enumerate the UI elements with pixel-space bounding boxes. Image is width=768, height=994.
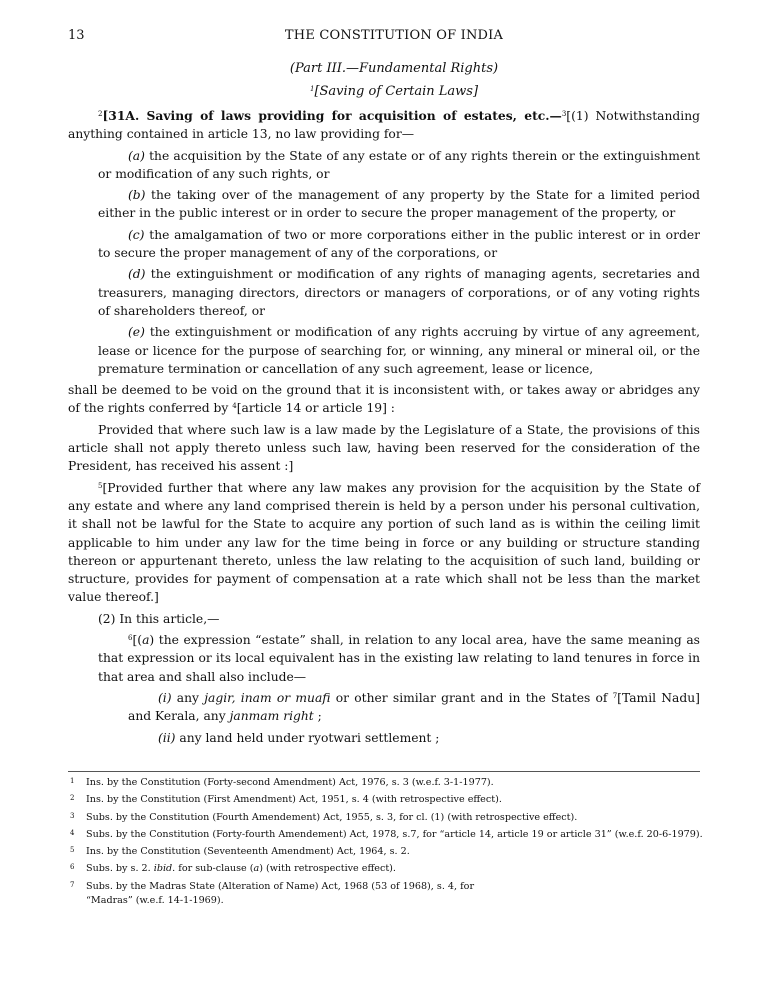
clause-text: the extinguishment or modification of any rights of managing agents, secretaries and treasurers, managing directors, directors or managers of corporations, or of any voting rights of shareholders thereof, or xyxy=(98,267,700,318)
footnote xyxy=(68,776,708,790)
sub-label: (ii) xyxy=(158,730,176,745)
sub-label: (i) xyxy=(158,690,172,705)
clause-c xyxy=(68,226,700,263)
sub-text: any xyxy=(171,690,205,705)
sub-text: [Tamil Nadu] and Kerala, any xyxy=(128,690,700,724)
clause-text: the amalgamation of two or more corporations either in the public interest or in order to secure the proper management of any of the corporations, or xyxy=(98,227,700,261)
footnote-text: Ins. by the Constitution (First Amendment) Act, 1951, s. 4 (with retrospective effect). xyxy=(86,794,502,806)
footnote-italic: ibid. xyxy=(153,863,176,875)
intro-text: [(1) Notwithstanding anything contained in article 13, no law providing for— xyxy=(68,109,700,142)
footnote-ref: 3 xyxy=(561,110,567,118)
sub-text: or other similar grant and in the States of xyxy=(330,690,613,705)
footnote-mark: 7 xyxy=(70,880,75,889)
def-text: ) the expression “estate” shall, in relation to any local area, have the same meaning as that expression or its local equivalent has in the existing law relating to land tenures in force in that area and shall also include— xyxy=(98,633,700,684)
clause-d xyxy=(68,265,700,320)
clause-text: the taking over of the management of any property by the State for a limited period either in the public interest or in order to secure the proper management of the property, or xyxy=(98,188,700,221)
clause-label: (d) xyxy=(128,267,146,282)
clause-b xyxy=(68,186,700,223)
footnote-text: Subs. by the Madras State (Alteration of Name) Act, 1968 (53 of 1968), s. 4, for xyxy=(86,880,475,892)
clause-2: (2) In this article,— xyxy=(98,611,220,626)
footnote-mark: 5 xyxy=(70,846,75,855)
clause-label: (c) xyxy=(128,227,145,242)
footnote-mark: 4 xyxy=(70,828,75,837)
clause-label: (b) xyxy=(128,188,146,203)
footnote-text: Subs. by s. 2. xyxy=(86,863,154,875)
footnote-text: Ins. by the Constitution (Forty-second Amendment) Act, 1976, s. 3 (w.e.f. 3-1-1977). xyxy=(86,777,494,788)
def-open: [( xyxy=(132,633,143,648)
footnote xyxy=(68,828,708,842)
clause-text: the acquisition by the State of any estate or of any rights therein or the extinguishment or modification of any such rights, or xyxy=(98,148,700,181)
footnote-ref: 2 xyxy=(98,110,103,118)
clause-label: (e) xyxy=(128,325,145,340)
conclusion-text: shall be deemed to be void on the ground that it is inconsistent with, or takes away or abridges any of the rights conferred by xyxy=(68,383,700,416)
footnote-text: ) (with retrospective effect). xyxy=(259,863,396,875)
section-heading xyxy=(0,84,768,99)
footnote-ref: 5 xyxy=(98,481,103,490)
sub-italic: jagir, inam or muafi xyxy=(204,690,331,705)
proviso-2-text: [Provided further that where any law makes any provision for the acquisition by the State of any estate and where any land comprised therein is held by a person under his personal cultivation, it shall not be lawful for the State to acquire any portion of such land as is within the ceiling limit applicable to him under any law for the time being in force or any building or structure standing thereon or appurtenant thereto, unless the law relating to the acquisition of such land, building or structure, provides for payment of compensation at a rate which shall not be less than the market value thereof.] xyxy=(68,480,700,605)
footnote-text-cont: “Madras” (w.e.f. 14-1-1969). xyxy=(86,895,224,907)
footnote-mark: 2 xyxy=(70,794,75,803)
footnote xyxy=(68,880,708,909)
footnote xyxy=(68,811,708,825)
footnotes xyxy=(68,776,708,911)
footnote-text: Ins. by the Constitution (Seventeenth Amendment) Act, 1964, s. 2. xyxy=(86,846,410,858)
footnote-ref: 4 xyxy=(232,402,237,411)
footnote-mark: 3 xyxy=(70,811,75,820)
footnote-mark: 6 xyxy=(70,863,75,872)
clause-label: (a) xyxy=(128,148,145,163)
footnote-divider xyxy=(68,771,700,772)
article-heading: [31A. Saving of laws providing for acquisition of estates, etc.— xyxy=(102,108,562,123)
conclusion xyxy=(68,381,700,418)
def-label: a xyxy=(142,633,150,648)
footnote-ref: 6 xyxy=(128,634,133,643)
proviso-1: Provided that where such law is a law made by the Legislature of a State, the provisions of this article shall not apply thereto unless such law, having been reserved for the consideration of the President, has received his assent :] xyxy=(68,422,700,474)
footnote-italic: a xyxy=(253,863,260,875)
article-body xyxy=(68,107,700,750)
clause-e xyxy=(68,323,700,378)
footnote-text: Subs. by the Constitution (Forty-fourth Amendement) Act, 1978, s.7, for “article 14, article 19 or article 31” (w.e.f. 20-6-1979). xyxy=(86,828,703,840)
footnote xyxy=(68,793,708,807)
clause-text: the extinguishment or modification of any rights accruing by virtue of any agreement, lease or licence for the purpose of searching for, or winning, any mineral or mineral oil, or the premature termination or cancellation of any such agreement, lease or licence, xyxy=(98,325,700,376)
sub-italic: janmam right xyxy=(229,709,314,724)
sub-text: any land held under ryotwari settlement ; xyxy=(175,730,440,745)
saving-heading-text: [Saving of Certain Laws] xyxy=(314,84,479,99)
conclusion-text-end: [article 14 or article 19] : xyxy=(236,401,395,416)
footnote-mark: 1 xyxy=(70,777,75,785)
definition-a xyxy=(68,631,700,686)
page-number: 13 xyxy=(68,28,85,43)
footnote-ref: 1 xyxy=(309,85,315,93)
proviso-2 xyxy=(68,479,700,607)
footnote xyxy=(68,845,708,859)
sub-clause-ii xyxy=(68,729,700,747)
sub-text: ; xyxy=(313,709,322,724)
sub-clause-i xyxy=(68,689,700,726)
clause-a xyxy=(68,147,700,184)
running-title: THE CONSTITUTION OF INDIA xyxy=(284,28,504,43)
footnote-text: for sub-clause ( xyxy=(175,863,254,875)
part-heading: (Part III.—Fundamental Rights) xyxy=(289,61,499,76)
footnote xyxy=(68,862,708,876)
article-intro xyxy=(68,107,700,144)
footnote-ref: 7 xyxy=(612,691,618,700)
footnote-text: Subs. by the Constitution (Fourth Amendement) Act, 1955, s. 3, for cl. (1) (with retrospective effect). xyxy=(86,811,578,823)
